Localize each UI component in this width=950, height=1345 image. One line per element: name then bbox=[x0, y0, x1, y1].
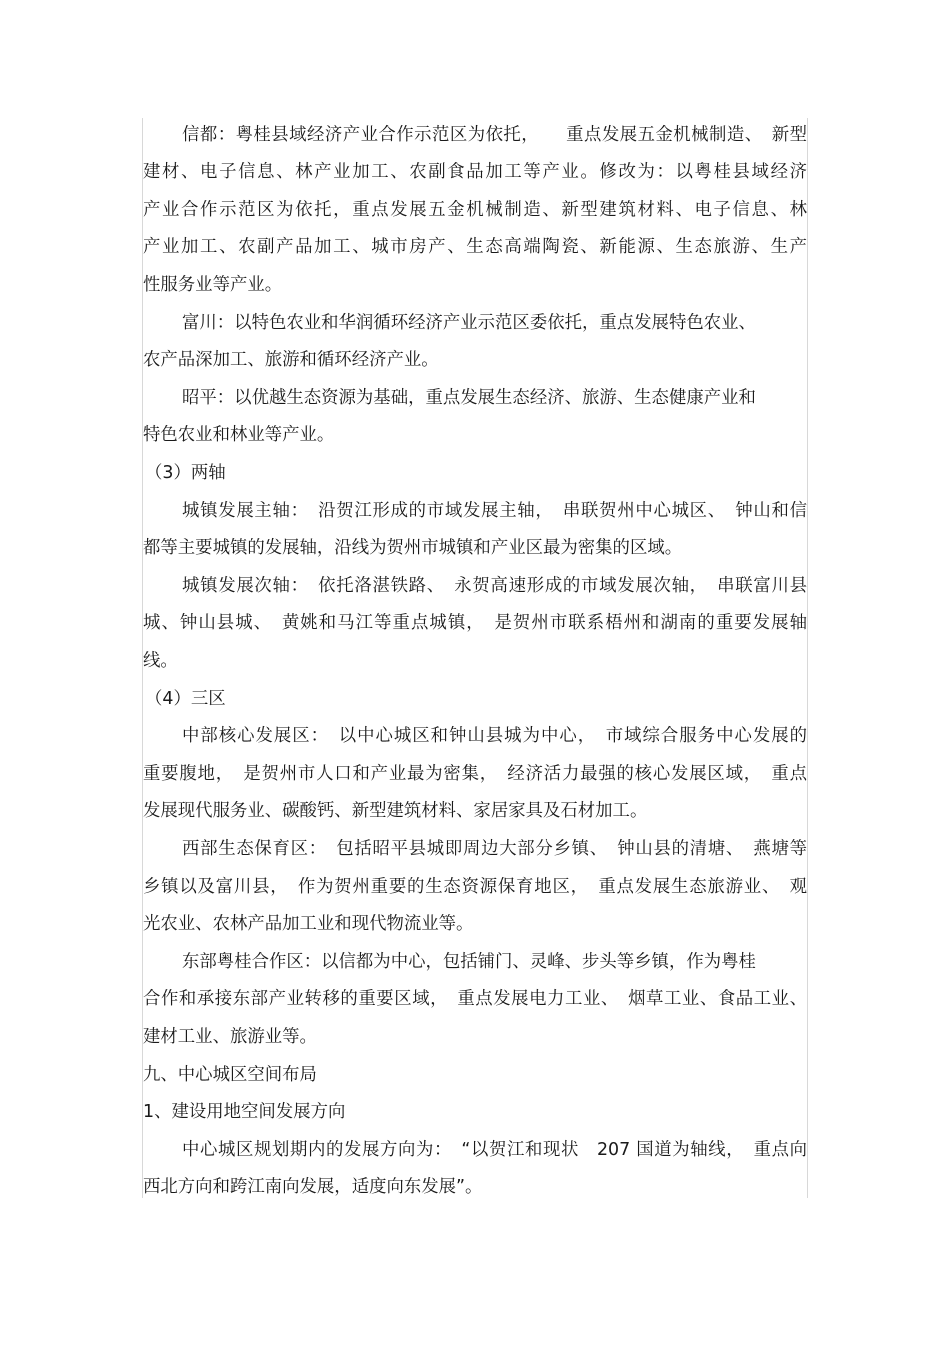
section-heading: （4）三区 bbox=[145, 689, 226, 709]
text-line: 东部粤桂合作区：以信都为中心，包括铺门、灵峰、步头等乡镇，作为粤桂 bbox=[182, 952, 756, 972]
text-line: 产业加工、农副产品加工、城市房产、生态高端陶瓷、新能源、生态旅游、生产 bbox=[143, 237, 807, 257]
text-line: 信都：粤桂县域经济产业合作示范区为依托， 重点发展五金机械制造、 新型 bbox=[182, 125, 807, 145]
text-line: 重要腹地， 是贺州市人口和产业最为密集， 经济活力最强的核心发展区域， 重点 bbox=[143, 764, 807, 784]
section-heading: 1、建设用地空间发展方向 bbox=[143, 1102, 346, 1122]
text-line: 线。 bbox=[143, 651, 178, 671]
text-line: 中心城区规划期内的发展方向为： “以贺江和现状 207 国道为轴线， 重点向 bbox=[182, 1140, 807, 1160]
text-line: 中部核心发展区： 以中心城区和钟山县城为中心， 市域综合服务中心发展的 bbox=[182, 726, 807, 746]
chapter-heading: 九、中心城区空间布局 bbox=[143, 1065, 317, 1085]
text-line: 城镇发展次轴： 依托洛湛铁路、 永贺高速形成的市域发展次轴， 串联富川县 bbox=[182, 576, 807, 596]
text-line: 光农业、农林产品加工业和现代物流业等。 bbox=[143, 914, 474, 934]
text-line: 富川：以特色农业和华润循环经济产业示范区委依托，重点发展特色农业、 bbox=[182, 313, 756, 333]
text-line: 城镇发展主轴： 沿贺江形成的市域发展主轴， 串联贺州中心城区、 钟山和信 bbox=[182, 501, 807, 521]
text-line: 产业合作示范区为依托，重点发展五金机械制造、新型建筑材料、电子信息、林 bbox=[143, 200, 807, 220]
section-heading: （3）两轴 bbox=[145, 463, 226, 483]
text-line: 都等主要城镇的发展轴，沿线为贺州市城镇和产业区最为密集的区域。 bbox=[143, 538, 683, 558]
text-line: 西部生态保育区： 包括昭平县城即周边大部分乡镇、 钟山县的清塘、 燕塘等 bbox=[182, 839, 807, 859]
text-line: 发展现代服务业、碳酸钙、新型建筑材料、家居家具及石材加工。 bbox=[143, 801, 648, 821]
text-line: 合作和承接东部产业转移的重要区域， 重点发展电力工业、 烟草工业、食品工业、 bbox=[143, 989, 807, 1009]
text-line: 农产品深加工、旅游和循环经济产业。 bbox=[143, 350, 439, 370]
text-line: 西北方向和跨江南向发展，适度向东发展”。 bbox=[143, 1177, 483, 1197]
text-line: 乡镇以及富川县， 作为贺州重要的生态资源保育地区， 重点发展生态旅游业、 观 bbox=[143, 877, 807, 897]
text-line: 城、钟山县城、 黄姚和马江等重点城镇， 是贺州市联系梧州和湖南的重要发展轴 bbox=[143, 613, 807, 633]
text-line: 特色农业和林业等产业。 bbox=[143, 425, 335, 445]
text-line: 建材工业、旅游业等。 bbox=[143, 1027, 317, 1047]
text-line: 昭平：以优越生态资源为基础，重点发展生态经济、旅游、生态健康产业和 bbox=[182, 388, 756, 408]
text-line: 性服务业等产业。 bbox=[143, 275, 283, 295]
page-frame-right bbox=[807, 118, 808, 1198]
text-line: 建材、电子信息、林产业加工、农副食品加工等产业。修改为：以粤桂县域经济 bbox=[143, 162, 807, 182]
